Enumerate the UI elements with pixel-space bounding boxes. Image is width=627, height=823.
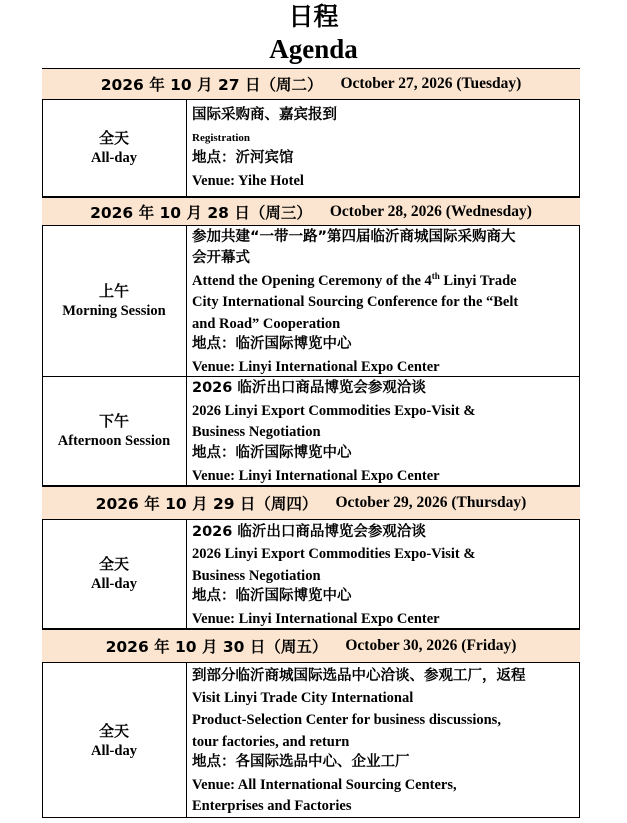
session-details (192, 226, 578, 376)
event-title-en-cont: and Road” Cooperation (192, 316, 341, 332)
day-header-cn: 2026 年 10 月 29 日（周四） (95, 495, 318, 513)
event-title-cn: 2026 临沂出口商品博览会参观洽谈 (192, 380, 426, 396)
session-label (42, 377, 187, 485)
session-label (42, 520, 187, 628)
page-title-cn: 日程 (288, 2, 339, 31)
session-details (192, 377, 578, 485)
venue-en: Venue: Linyi International Expo Center (192, 468, 440, 484)
event-title-cn: 参加共建“一带一路”第四届临沂商城国际采购商大 (192, 229, 516, 245)
day-header (42, 629, 580, 663)
session-row (42, 520, 580, 629)
session-details (192, 520, 578, 628)
day-header-en: October 27, 2026 (Tuesday) (340, 75, 522, 92)
session-row (42, 663, 580, 818)
event-title-en: Visit Linyi Trade City International (192, 690, 414, 706)
event-title-en-cont: Business Negotiation (192, 424, 321, 440)
day-header (42, 486, 580, 520)
session-label-en: All-day (91, 576, 137, 592)
venue-cn: 地点：各国际选品中心、企业工厂 (192, 754, 410, 770)
session-label-en: Morning Session (62, 303, 166, 319)
event-title-en: 2026 Linyi Export Commodities Expo-Visit & (192, 546, 476, 562)
venue-en: Venue: Yihe Hotel (192, 173, 304, 189)
venue-cn: 地点：临沂国际博览中心 (192, 445, 352, 461)
event-title-cn: 2026 临沂出口商品博览会参观洽谈 (192, 524, 426, 540)
venue-cn: 地点：沂河宾馆 (192, 150, 294, 166)
venue-cn: 地点：临沂国际博览中心 (192, 336, 352, 352)
session-label-cn: 下午 (98, 412, 129, 430)
session-label-en: Afternoon Session (57, 433, 171, 449)
event-title-en-cont: Business Negotiation (192, 568, 321, 584)
session-row (42, 100, 580, 197)
event-title-en-cont: Product-Selection Center for business discussions, (192, 712, 501, 728)
event-title-en: Registration (192, 132, 251, 144)
venue-en: Venue: Linyi International Expo Center (192, 359, 440, 375)
session-label-cn: 全天 (98, 129, 129, 147)
event-title-en-cont: tour factories, and return (192, 734, 350, 750)
venue-en: Venue: Linyi International Expo Center (192, 611, 440, 627)
session-label (42, 226, 187, 376)
session-label-cn: 上午 (98, 282, 129, 300)
day-header-cn: 2026 年 10 月 27 日（周二） (100, 76, 323, 94)
day-header-en: October 30, 2026 (Friday) (345, 637, 517, 654)
session-label (42, 663, 187, 818)
venue-en-cont: Enterprises and Factories (192, 798, 352, 814)
day-header (42, 197, 580, 226)
event-title-en-cont: City International Sourcing Conference for the “Belt (192, 294, 519, 310)
day-header-cn: 2026 年 10 月 28 日（周三） (90, 203, 312, 222)
day-header-cn: 2026 年 10 月 30 日（周五） (105, 638, 328, 656)
event-title-cn: 国际采购商、嘉宾报到 (192, 107, 337, 123)
event-title-cn: 到部分临沂商城国际选品中心洽谈、参观工厂，返程 (192, 668, 526, 684)
event-title-en: Attend the Opening Ceremony of the 4th Linyi Trade (192, 271, 517, 289)
event-title-cn-cont: 会开幕式 (192, 250, 250, 266)
session-label (42, 100, 187, 196)
event-title-en: 2026 Linyi Export Commodities Expo-Visit & (192, 403, 476, 419)
session-details (192, 663, 578, 818)
session-label-en: All-day (91, 150, 137, 166)
day-header (42, 68, 580, 100)
venue-en: Venue: All International Sourcing Centers, (192, 777, 457, 793)
session-label-en: All-day (91, 742, 137, 759)
venue-cn: 地点：临沂国际博览中心 (192, 588, 352, 604)
day-header-en: October 28, 2026 (Wednesday) (329, 202, 532, 220)
session-label-cn: 全天 (98, 555, 129, 573)
session-row (42, 226, 580, 377)
session-details (192, 100, 578, 196)
session-row (42, 377, 580, 486)
page-title-en: Agenda (269, 34, 358, 64)
session-label-cn: 全天 (98, 721, 129, 740)
day-header-en: October 29, 2026 (Thursday) (335, 494, 527, 511)
